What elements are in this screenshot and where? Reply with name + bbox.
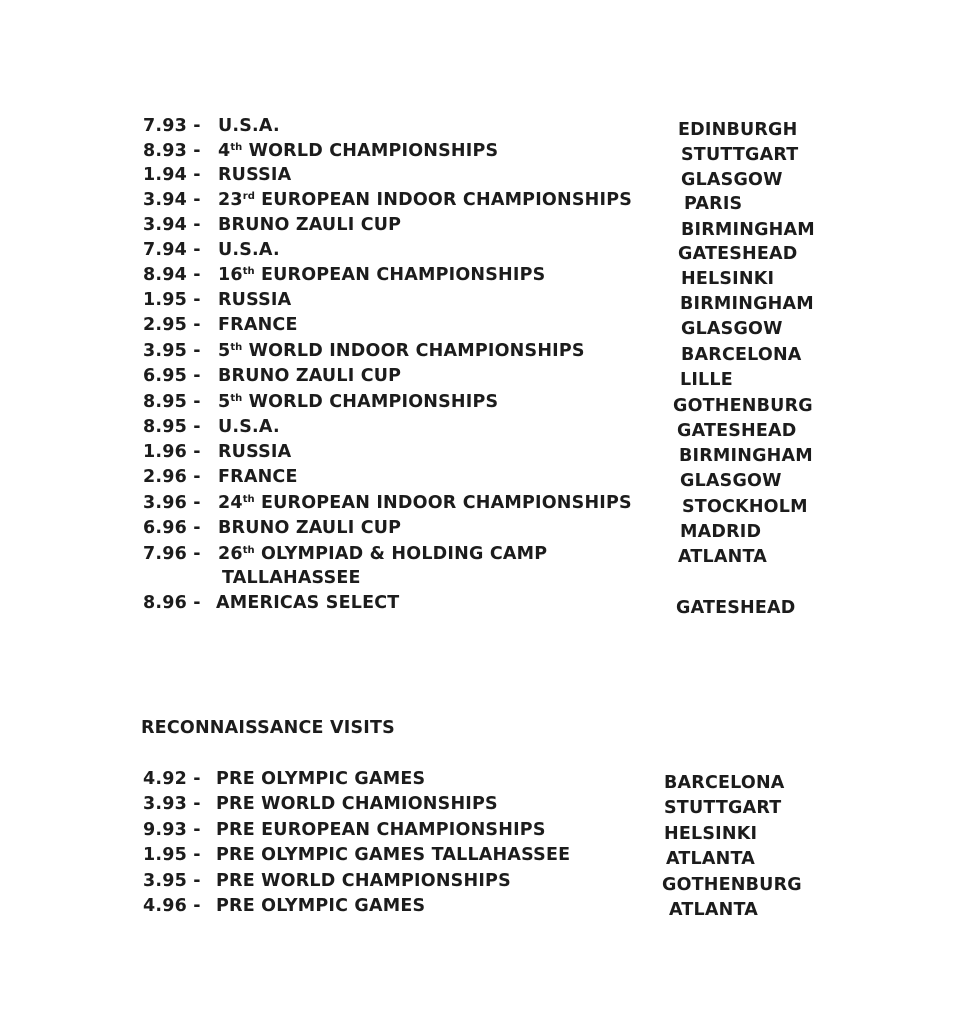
event-venue: LILLE (680, 370, 733, 390)
event-venue: BIRMINGHAM (680, 294, 814, 314)
visit-name: PRE OLYMPIC GAMES (216, 769, 426, 789)
event-venue: GATESHEAD (676, 598, 796, 618)
event-date: 3.96 - (143, 493, 201, 513)
visit-venue: GOTHENBURG (662, 875, 802, 895)
event-date: 6.95 - (143, 366, 201, 386)
event-date: 2.96 - (143, 467, 201, 487)
event-name: BRUNO ZAULI CUP (218, 215, 402, 235)
event-name: U.S.A. (218, 240, 280, 260)
event-date: 1.95 - (143, 290, 201, 310)
event-venue: ATLANTA (678, 547, 767, 567)
event-name: 4th WORLD CHAMPIONSHIPS (218, 141, 499, 161)
event-name: RUSSIA (218, 165, 292, 185)
event-name: RUSSIA (218, 290, 292, 310)
event-venue: GLASGOW (680, 471, 782, 491)
event-date: 3.94 - (143, 215, 201, 235)
visit-venue: STUTTGART (664, 798, 782, 818)
visit-date: 4.96 - (143, 896, 201, 916)
event-name: 24th EUROPEAN INDOOR CHAMPIONSHIPS (218, 493, 632, 513)
event-date: 7.93 - (143, 116, 201, 136)
event-venue: HELSINKI (681, 269, 775, 289)
event-venue: GLASGOW (681, 170, 783, 190)
event-date: 8.94 - (143, 265, 201, 285)
event-date: 7.94 - (143, 240, 201, 260)
visit-date: 4.92 - (143, 769, 201, 789)
visit-venue: HELSINKI (664, 824, 758, 844)
visit-name: PRE EUROPEAN CHAMPIONSHIPS (216, 820, 546, 840)
visit-venue: BARCELONA (664, 773, 785, 793)
event-venue: GATESHEAD (677, 421, 797, 441)
event-venue: GLASGOW (681, 319, 783, 339)
event-name: BRUNO ZAULI CUP (218, 366, 402, 386)
event-name: AMERICAS SELECT (216, 593, 400, 613)
event-date: 2.95 - (143, 315, 201, 335)
event-venue: BIRMINGHAM (681, 220, 815, 240)
event-venue: STUTTGART (681, 145, 799, 165)
visit-date: 3.95 - (143, 871, 201, 891)
event-date: 8.93 - (143, 141, 201, 161)
event-date: 8.96 - (143, 593, 201, 613)
event-date: 8.95 - (143, 392, 201, 412)
event-date: 1.96 - (143, 442, 201, 462)
event-date: 7.96 - (143, 544, 201, 564)
event-name: RUSSIA (218, 442, 292, 462)
event-venue: BARCELONA (681, 345, 802, 365)
event-name: U.S.A. (218, 116, 280, 136)
event-date: 3.95 - (143, 341, 201, 361)
section-heading: RECONNAISSANCE VISITS (141, 718, 395, 738)
event-venue: GATESHEAD (678, 244, 798, 264)
event-name: 26th OLYMPIAD & HOLDING CAMP (218, 544, 548, 564)
event-date: 6.96 - (143, 518, 201, 538)
visit-name: PRE OLYMPIC GAMES TALLAHASSEE (216, 845, 571, 865)
event-venue: GOTHENBURG (673, 396, 813, 416)
visit-venue: ATLANTA (666, 849, 755, 869)
event-name: FRANCE (218, 315, 298, 335)
visit-name: PRE WORLD CHAMPIONSHIPS (216, 871, 511, 891)
event-name: U.S.A. (218, 417, 280, 437)
event-date: 3.94 - (143, 190, 201, 210)
event-name: BRUNO ZAULI CUP (218, 518, 402, 538)
visit-date: 9.93 - (143, 820, 201, 840)
event-date: 1.94 - (143, 165, 201, 185)
event-venue: BIRMINGHAM (679, 446, 813, 466)
visit-date: 1.95 - (143, 845, 201, 865)
event-venue: EDINBURGH (678, 120, 798, 140)
event-name: 16th EUROPEAN CHAMPIONSHIPS (218, 265, 546, 285)
event-venue: STOCKHOLM (682, 497, 808, 517)
event-venue: PARIS (684, 194, 743, 214)
event-name: 23rd EUROPEAN INDOOR CHAMPIONSHIPS (218, 190, 633, 210)
visit-venue: ATLANTA (669, 900, 758, 920)
visit-date: 3.93 - (143, 794, 201, 814)
event-name: TALLAHASSEE (222, 568, 361, 588)
event-name: FRANCE (218, 467, 298, 487)
visit-name: PRE WORLD CHAMIONSHIPS (216, 794, 498, 814)
event-name: 5th WORLD CHAMPIONSHIPS (218, 392, 499, 412)
visit-name: PRE OLYMPIC GAMES (216, 896, 426, 916)
event-name: 5th WORLD INDOOR CHAMPIONSHIPS (218, 341, 585, 361)
event-date: 8.95 - (143, 417, 201, 437)
event-venue: MADRID (680, 522, 762, 542)
